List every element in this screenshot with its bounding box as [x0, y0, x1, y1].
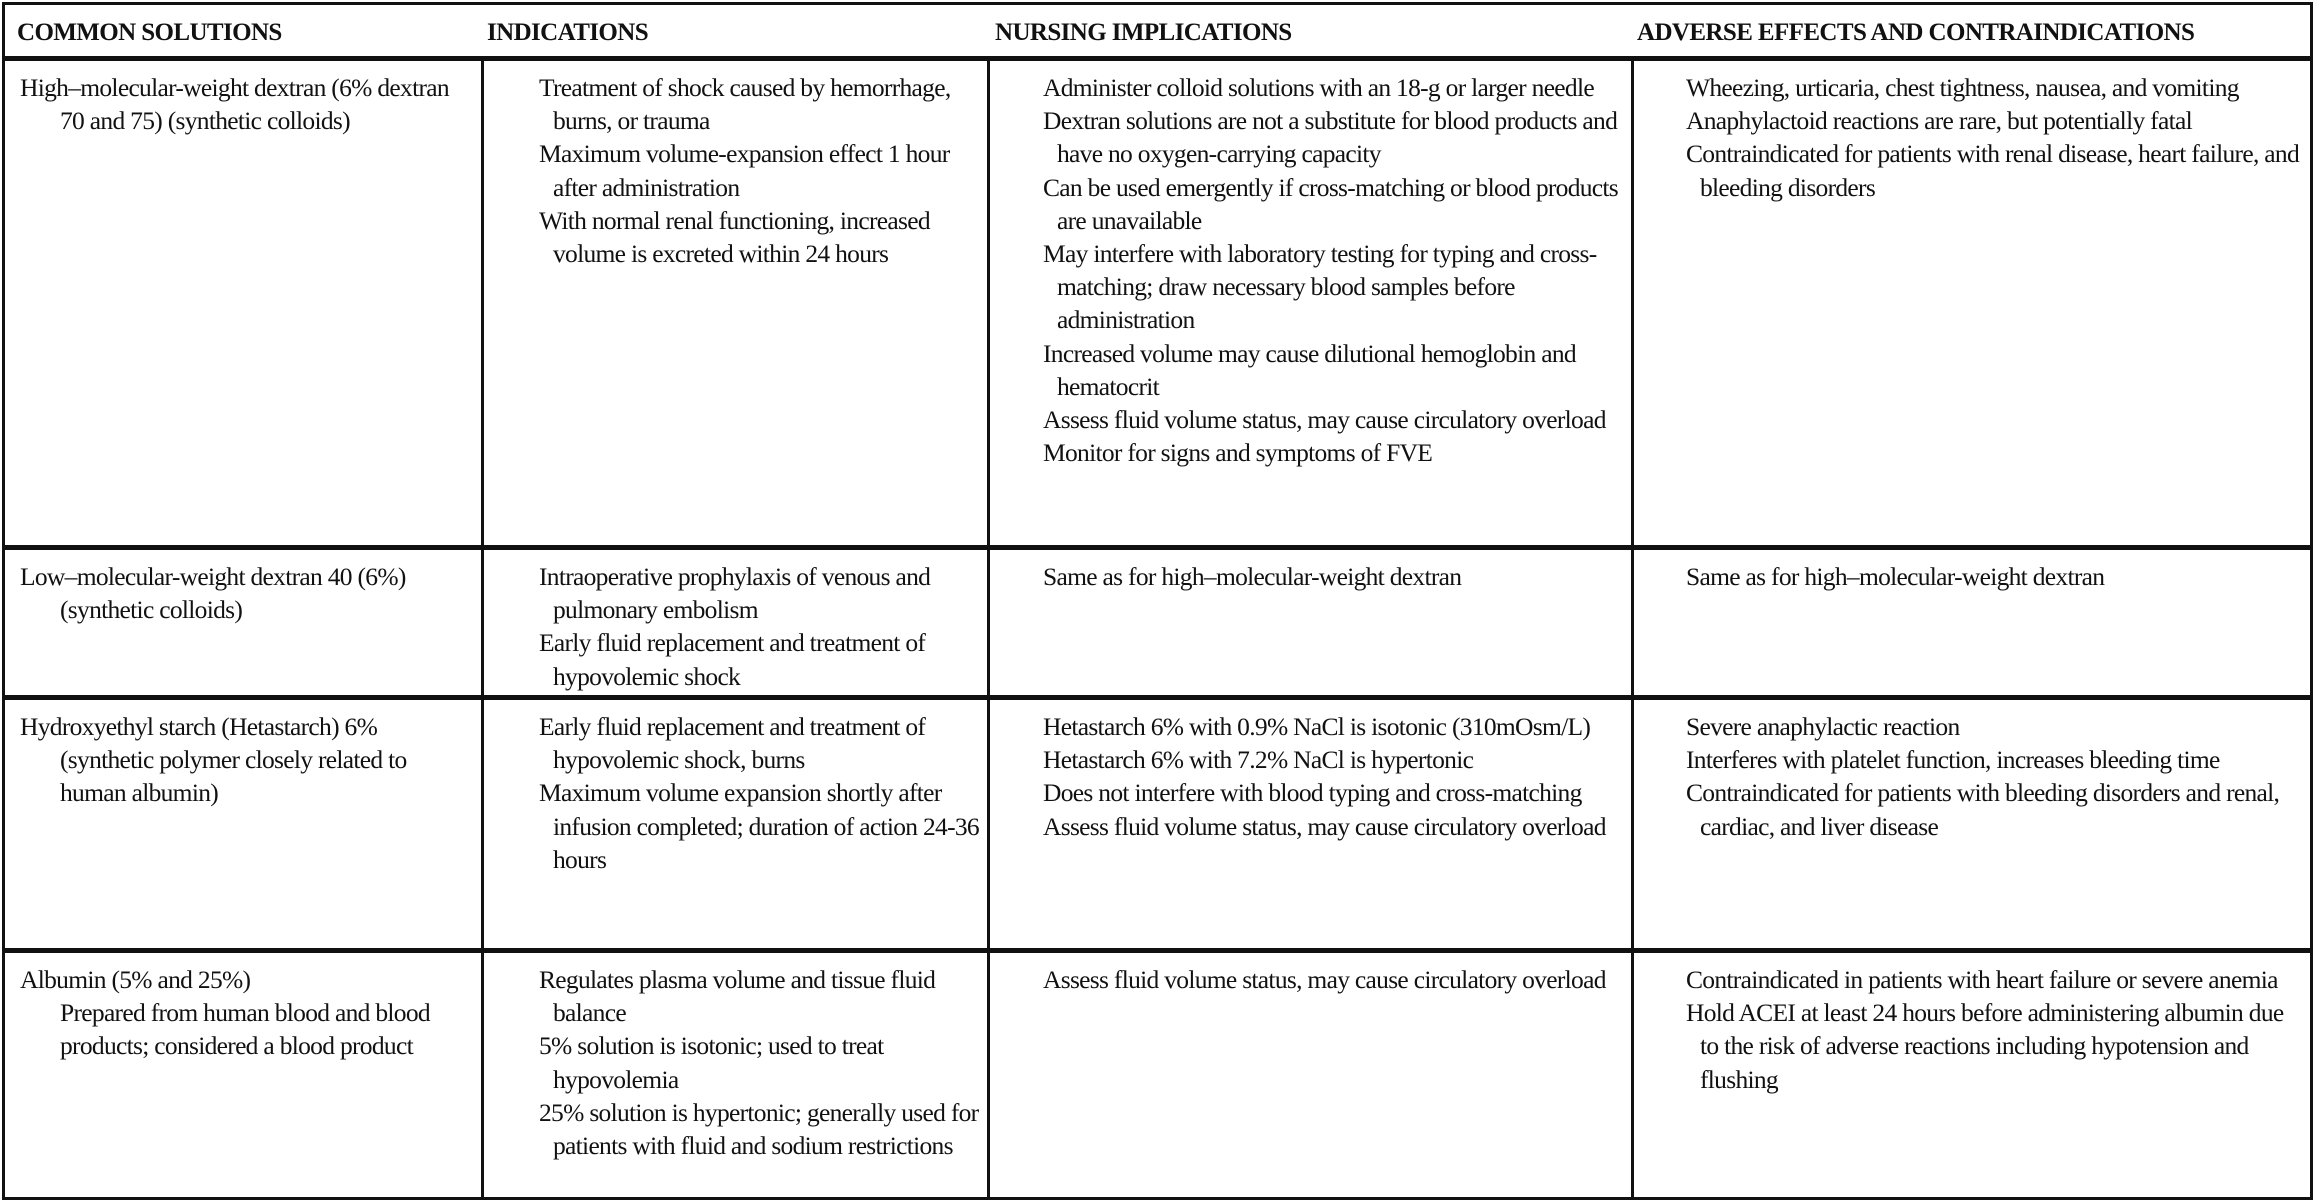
cell-indications: [484, 700, 990, 948]
list-item: Maximum volume expansion shortly after infusion completed; duration of action 24-36 hours: [539, 778, 979, 874]
list-item: Anaphylactoid reactions are rare, but potentially fatal: [1686, 106, 2192, 136]
header-common-solutions: COMMON SOLUTIONS: [17, 19, 282, 46]
list-item: Early fluid replacement and treatment of hypovolemic shock, burns: [539, 712, 926, 775]
list-item: Assess fluid volume status, may cause circulatory overload: [1043, 965, 1606, 994]
cell-adverse: [1634, 61, 2310, 545]
list-item: May interfere with laboratory testing for typing and cross-matching; draw necessary blood samples before administration: [1043, 239, 1597, 335]
list-item: Increased volume may cause dilutional hemoglobin and hematocrit: [1043, 338, 1576, 401]
list-item: 5% solution is isotonic; used to treat hypovolemia: [539, 1031, 884, 1094]
list-item: Dextran solutions are not a substitute for blood products and have no oxygen-carrying capacity: [1043, 106, 1618, 169]
list-item: Regulates plasma volume and tissue fluid balance: [539, 965, 936, 1028]
cell-solution: [5, 953, 484, 1197]
cell-nursing: [990, 953, 1634, 1197]
list-item: Wheezing, urticaria, chest tightness, nausea, and vomiting: [1686, 73, 2239, 102]
cell-solution: [5, 700, 484, 948]
list-item: Monitor for signs and symptoms of FVE: [1043, 438, 1433, 468]
solution-note: Prepared from human blood and blood products; considered a blood product: [60, 998, 430, 1061]
list-item: Hold ACEI at least 24 hours before administering albumin due to the risk of adverse reactions including hypotension and flushing: [1686, 998, 2284, 1094]
cell-nursing: [990, 61, 1634, 545]
list-item: 25% solution is hypertonic; generally used for patients with fluid and sodium restrictions: [539, 1097, 979, 1161]
list-item: Contraindicated for patients with renal disease, heart failure, and bleeding disorders: [1686, 139, 2300, 202]
list-item: Severe anaphylactic reaction: [1686, 712, 1960, 741]
cell-adverse: [1634, 700, 2310, 948]
header-indications: INDICATIONS: [487, 19, 649, 46]
list-item: Maximum volume-expansion effect 1 hour after administration: [539, 139, 950, 202]
table-row: [5, 550, 2310, 700]
list-item: Same as for high–molecular-weight dextran: [1686, 562, 2105, 591]
cell-nursing: [990, 700, 1634, 948]
cell-indications: [484, 550, 990, 695]
list-item: Interferes with platelet function, increases bleeding time: [1686, 745, 2220, 775]
colloid-solutions-table: [2, 2, 2313, 1200]
header-nursing-implications: NURSING IMPLICATIONS: [995, 19, 1292, 46]
list-item: Administer colloid solutions with an 18-g or larger needle: [1043, 73, 1594, 102]
list-item: Contraindicated in patients with heart failure or severe anemia: [1686, 965, 2278, 994]
list-item: Hetastarch 6% with 0.9% NaCl is isotonic (310mOsm/L): [1043, 712, 1591, 741]
list-item: With normal renal functioning, increased volume is excreted within 24 hours: [539, 205, 930, 269]
table-row: [5, 61, 2310, 550]
cell-nursing: [990, 550, 1634, 695]
list-item: Same as for high–molecular-weight dextran: [1043, 562, 1462, 591]
table-row: [5, 953, 2310, 1197]
list-item: Intraoperative prophylaxis of venous and pulmonary embolism: [539, 562, 931, 625]
list-item: Contraindicated for patients with bleeding disorders and renal, cardiac, and liver disease: [1686, 778, 2280, 841]
cell-indications: [484, 61, 990, 545]
cell-solution: [5, 550, 484, 695]
solution-name: Hydroxyethyl starch (Hetastarch) 6% (synthetic polymer closely related to human albumin): [20, 712, 407, 808]
cell-adverse: [1634, 550, 2310, 695]
solution-name: Low–molecular-weight dextran 40 (6%) (synthetic colloids): [20, 562, 406, 625]
list-item: Treatment of shock caused by hemorrhage, burns, or trauma: [539, 73, 951, 136]
table-row: [5, 700, 2310, 953]
list-item: Assess fluid volume status, may cause circulatory overload: [1043, 405, 1606, 435]
list-item: Can be used emergently if cross-matching or blood products are unavailable: [1043, 172, 1619, 235]
list-item: Does not interfere with blood typing and cross-matching: [1043, 778, 1582, 808]
cell-solution: [5, 61, 484, 545]
cell-indications: [484, 953, 990, 1197]
list-item: Hetastarch 6% with 7.2% NaCl is hypertonic: [1043, 745, 1474, 775]
cell-adverse: [1634, 953, 2310, 1197]
list-item: Early fluid replacement and treatment of hypovolemic shock: [539, 628, 926, 691]
table-header-row: [5, 5, 2310, 61]
list-item: Assess fluid volume status, may cause circulatory overload: [1043, 811, 1606, 841]
solution-name: High–molecular-weight dextran (6% dextran 70 and 75) (synthetic colloids): [20, 73, 449, 136]
solution-name: Albumin (5% and 25%): [20, 965, 251, 994]
header-adverse-effects: ADVERSE EFFECTS AND CONTRAINDICATIONS: [1637, 19, 2195, 46]
